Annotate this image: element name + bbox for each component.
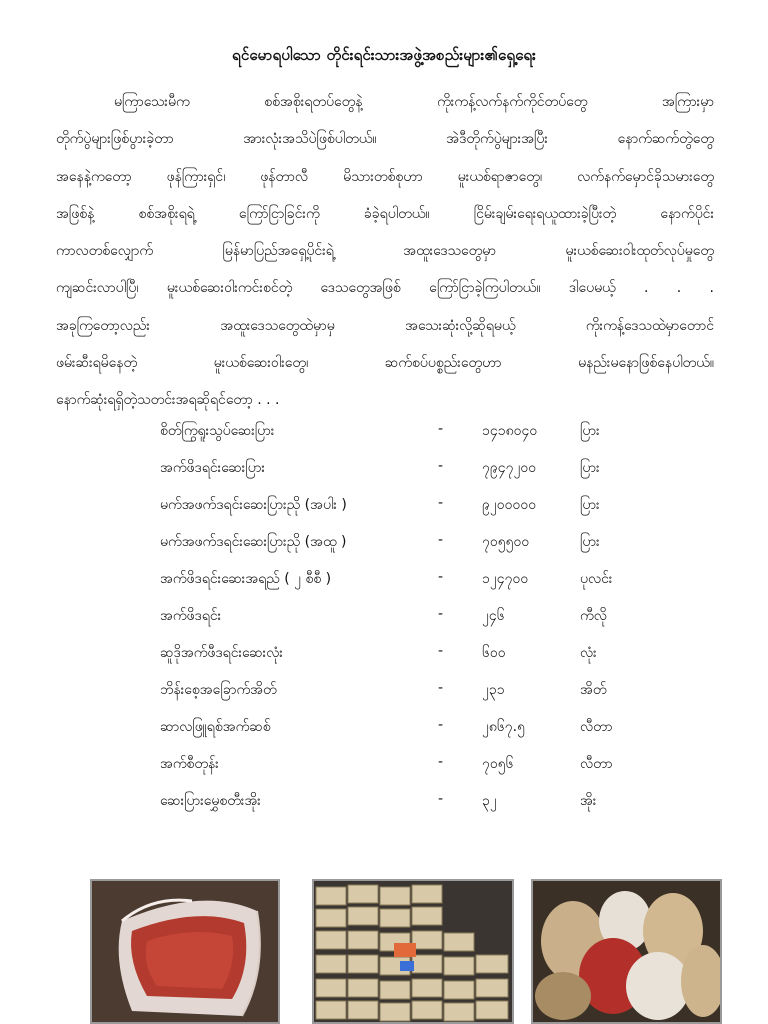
table-row: [0, 458, 768, 488]
item-name: မက်အဖက်ဒရင်းဆေးပြားညို (အထူ ): [160, 534, 347, 550]
dash: -: [438, 754, 444, 770]
table-row: [0, 791, 768, 821]
quantity: ၆၀၀: [482, 645, 506, 661]
table-row: [0, 569, 768, 599]
dash: -: [438, 532, 444, 548]
quantity: ၇၉၄၇၂၀၀: [482, 460, 537, 476]
item-name: ဘိန်းစေ့အခြောက်အိတ်: [160, 682, 277, 698]
table-row: [0, 754, 768, 784]
item-name: ဆေးပြားမွှေစတီးအိုး: [160, 793, 261, 809]
dash: -: [438, 606, 444, 622]
red-pills-sack-photo: [90, 879, 280, 1024]
body-paragraph: [56, 84, 714, 420]
stacked-packages-photo: [312, 879, 514, 1024]
unit: ပုလင်း: [580, 571, 613, 587]
dash: -: [438, 791, 444, 807]
table-row: [0, 532, 768, 562]
paragraph-line: အခုကြတော့လည်း အထူးဒေသတွေထဲမှာမှ အသေးဆုံးလို့ဆိုရမယ့် ကိုးကန့်ဒေသထဲမှာတောင်: [56, 317, 714, 334]
quantity: ၁၂၄၇၀၀: [482, 571, 529, 587]
table-row: [0, 606, 768, 636]
unit: ပြား: [580, 460, 600, 476]
item-name: မက်အဖက်ဒရင်းဆေးပြားညို (အပါး ): [160, 497, 347, 513]
quantity: ၂၈၆၇.၅: [482, 719, 525, 735]
quantity: ၉၂၀၀၀၀၀: [482, 497, 537, 513]
unit: ပြား: [580, 423, 600, 439]
table-row: [0, 421, 768, 451]
dash: -: [438, 569, 444, 585]
unit: ကီလို: [580, 608, 607, 624]
dash: -: [438, 495, 444, 511]
unit: အိုး: [580, 793, 597, 809]
table-row: [0, 717, 768, 747]
table-row: [0, 680, 768, 710]
paragraph-line: ကာလတစ်လျှောက် မြန်မာပြည်အရှေ့ပိုင်းရဲ့ အထူးဒေသတွေမှာ မူးယစ်ဆေးဝါးထုတ်လုပ်မှုတွေ: [56, 243, 714, 260]
dash: -: [438, 458, 444, 474]
paragraph-line: အဖြစ်နဲ့ စစ်အစိုးရရဲ့ ကြော်ငြာခြင်းကို ခံခဲ့ရပါတယ်။ ငြိမ်းချမ်းရေးရယူထားခဲ့ပြီးတဲ့ နောက်ပိုင်း: [56, 205, 714, 222]
item-name: ဆာလဖြူရစ်အက်ဆစ်: [160, 719, 271, 735]
dash: -: [438, 717, 444, 733]
quantity: ၃၂: [482, 793, 497, 809]
dash: -: [438, 421, 444, 437]
item-name: အက်ဖိဒရင်းဆေးပြား: [160, 460, 265, 476]
quantity: ၁၄၁၈၀၄၀: [482, 423, 538, 439]
item-name: အက်ဖိဒရင်း: [160, 608, 222, 624]
paragraph-line: နောက်ဆုံးရရှိတဲ့သတင်းအရဆိုရင်တော့ . . .: [56, 392, 280, 409]
item-name: အက်ဖိဒရင်းဆေးအရည် ( ၂ စီစီ ): [160, 571, 332, 587]
unit: ပြား: [580, 534, 600, 550]
unit: လီတာ: [580, 756, 613, 772]
unit: လီတာ: [580, 719, 613, 735]
dash: -: [438, 643, 444, 659]
unit: အိတ်: [580, 682, 607, 698]
quantity: ၇၀၅၅၀၀: [482, 534, 530, 550]
paragraph-line: အနေနဲ့ကတော့ ဖုန်ကြားရှင်၊ ဖုန်တာလီ မိသားတစ်စုဟာ မူးယစ်ရာဇာတွေ၊ လက်နက်မှောင်ခိုသမားတွေ: [56, 168, 714, 185]
document-title: ရင်မောရပါသော တိုင်းရင်းသားအဖွဲ့အစည်းများ၏ရှေ့ရေး: [232, 46, 536, 64]
paragraph-line: တိုက်ပွဲများဖြစ်ပွားခဲ့တာ အားလုံးအသိပဲဖြစ်ပါတယ်။ အဲဒီတိုက်ပွဲများအပြီး နောက်ဆက်တွဲတွေ: [56, 131, 714, 148]
item-name: အက်စီတုန်း: [160, 756, 219, 772]
quantity: ၇၀၅၆: [482, 756, 514, 772]
table-row: [0, 495, 768, 525]
paragraph-line: ဖမ်းဆီးရမိနေတဲ့ မူးယစ်ဆေးဝါးတွေ၊ ဆက်စပ်ပစ္စည်းတွေဟာ မနည်းမနောဖြစ်နေပါတယ်။: [56, 355, 714, 372]
paragraph-line: ကျဆင်းလာပါပြီ၊ မူးယစ်ဆေးဝါးကင်းစင်တဲ့ ဒေသတွေအဖြစ် ကြော်ငြာခဲ့ကြပါတယ်။ ဒါပေမယ့် . . .: [56, 280, 714, 297]
quantity: ၂၃၁: [482, 682, 505, 698]
unit: ပြား: [580, 497, 600, 513]
sacks-photo: [531, 879, 722, 1024]
table-row: [0, 643, 768, 673]
paragraph-line: မကြာသေးမီက စစ်အစိုးရတပ်တွေနဲ့ ကိုးကန့်လက်နက်ကိုင်တပ်တွေ အကြားမှာ: [114, 94, 714, 110]
photo-strip: [0, 879, 768, 1024]
item-name: စိတ်ကြွရူးသွပ်ဆေးပြား: [160, 423, 275, 439]
unit: လုံး: [580, 645, 597, 661]
dash: -: [438, 680, 444, 696]
item-name: ဆူဒိုအက်ဖီဒရင်းဆေးလုံး: [160, 645, 283, 661]
quantity: ၂၄၆: [482, 608, 505, 624]
